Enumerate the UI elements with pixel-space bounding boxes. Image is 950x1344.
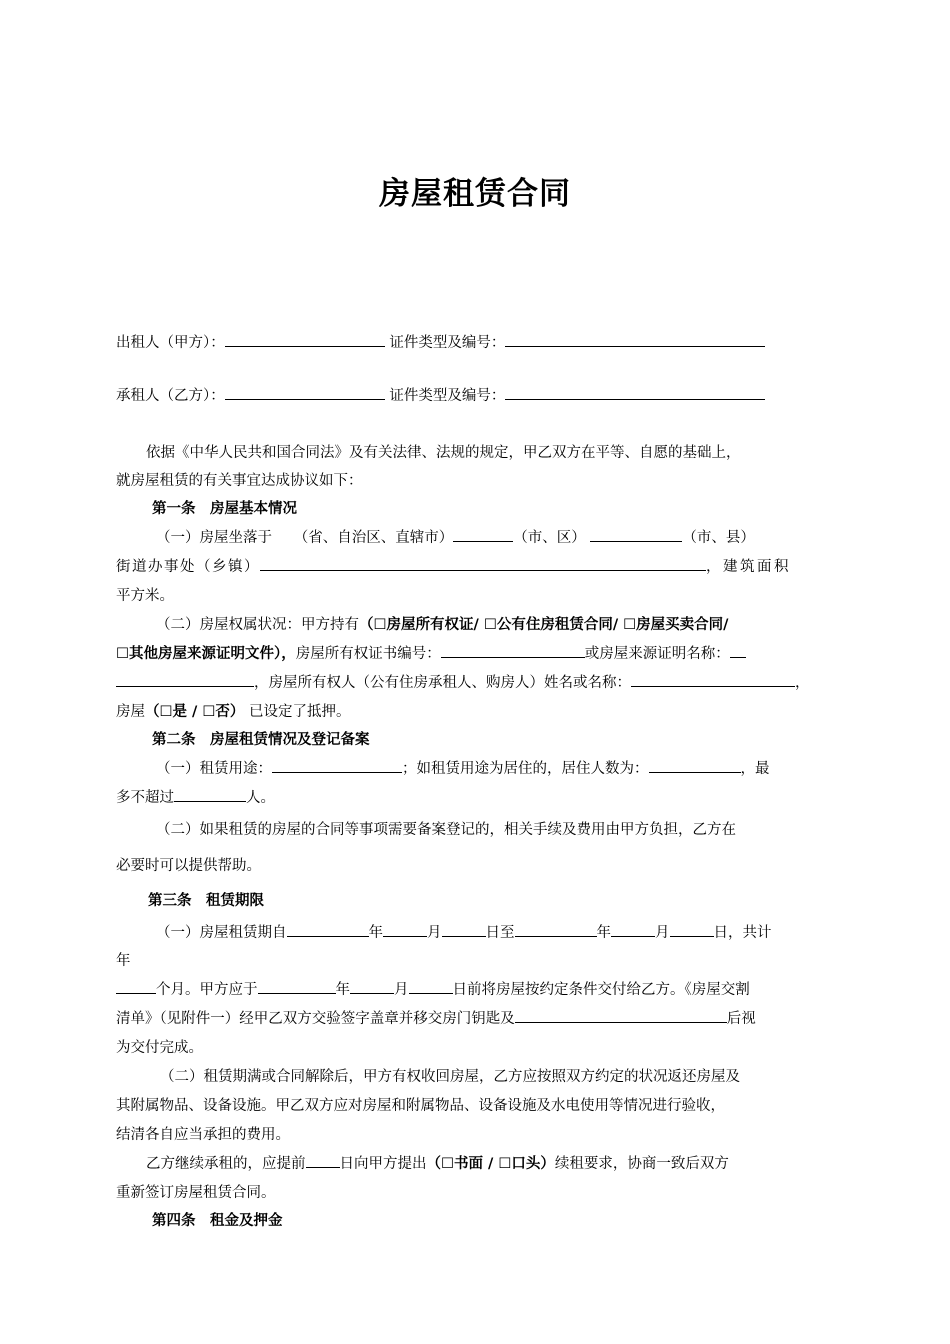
term-months-blank[interactable]	[116, 980, 156, 994]
city-district-label: （市、区）	[513, 530, 586, 546]
month-label: 月	[394, 982, 409, 998]
art3-term-line-2: 年	[116, 953, 131, 969]
art3-term-line-1	[156, 923, 836, 943]
start-month-blank[interactable]	[383, 923, 427, 937]
art1-mortgage-line	[116, 702, 834, 722]
comma: ，	[795, 675, 810, 691]
renewal-days-blank[interactable]	[306, 1154, 340, 1168]
handover-list-text: 清单》（见附件一）经甲乙双方交验签字盖章并移交房门钥匙及	[116, 1011, 515, 1027]
year-label: 年	[596, 925, 611, 941]
lessor-line	[116, 333, 834, 353]
source-proof-label: 或房屋来源证明名称：	[584, 646, 730, 662]
month-label: 月	[427, 925, 442, 941]
art2-usage-line-2	[116, 788, 834, 808]
usage-blank[interactable]	[272, 759, 402, 773]
end-year-blank[interactable]	[515, 923, 597, 937]
ownership-options-b[interactable]: ☐其他房屋来源证明文件），	[116, 646, 296, 662]
renewal-form-options[interactable]: （☐书面 / ☐口头）	[426, 1156, 555, 1172]
lessee-label: 承租人（乙方）：	[116, 388, 225, 404]
art3-return-line-3: 结清各自应当承担的费用。	[116, 1127, 290, 1143]
art2-registration-line-2: 必要时可以提供帮助。	[116, 858, 261, 874]
art1-area-unit: 平方米。	[116, 588, 174, 604]
art1-location-line-2	[116, 557, 834, 577]
start-year-blank[interactable]	[287, 923, 369, 937]
mortgage-text: 已设定了抵押。	[249, 704, 351, 720]
art1-location-line-1	[156, 528, 836, 548]
end-day-blank[interactable]	[670, 923, 714, 937]
lessor-id-label: 证件类型及编号：	[389, 335, 506, 351]
delivery-day-blank[interactable]	[409, 980, 453, 994]
house-label: 房屋	[116, 704, 145, 720]
residents-blank[interactable]	[649, 759, 741, 773]
delivery-month-blank[interactable]	[350, 980, 394, 994]
lessee-name-blank[interactable]	[225, 386, 385, 400]
term-from-label: （一）房屋租赁期自	[156, 925, 287, 941]
art2-usage-line-1	[156, 759, 836, 779]
intro-line-1: 依据《中华人民共和国合同法》及有关法律、法规的规定，甲乙双方在平等、自愿的基础上，	[146, 445, 741, 461]
street-office-blank[interactable]	[260, 557, 706, 571]
document-title: 房屋租赁合同	[379, 176, 571, 212]
article-3-heading: 第三条 租赁期限	[148, 893, 264, 909]
owner-name-blank[interactable]	[631, 673, 795, 687]
day-to-label: 日至	[485, 925, 515, 941]
source-proof-blank-b[interactable]	[116, 673, 254, 687]
art3-term-line-3	[116, 980, 834, 1000]
art1-ownership-line-3	[116, 673, 834, 693]
residents-label: ；如租赁用途为居住的，居住人数为：	[402, 761, 649, 777]
floor-area-label: ，建筑面积	[706, 559, 791, 575]
ownership-label: （二）房屋权属状况：甲方持有	[156, 617, 359, 633]
art3-term-line-4	[116, 1009, 834, 1029]
end-month-blank[interactable]	[611, 923, 655, 937]
renewal-text: 续租要求，协商一致后双方	[554, 1156, 729, 1172]
art3-return-line-2: 其附属物品、设备设施。甲乙双方应对房屋和附属物品、设备设施及水电使用等情况进行验收，	[116, 1098, 725, 1114]
lessee-id-blank[interactable]	[505, 386, 765, 400]
intro-line-2: 就房屋租赁的有关事宜达成协议如下：	[116, 473, 363, 489]
art3-renewal-line-1	[146, 1154, 836, 1174]
city-district-blank[interactable]	[453, 528, 513, 542]
year-label: 年	[335, 982, 350, 998]
art3-term-line-5: 为交付完成。	[116, 1040, 203, 1056]
renewal-to-label: 日向甲方提出	[339, 1156, 427, 1172]
county-blank[interactable]	[590, 528, 682, 542]
year-label: 年	[368, 925, 383, 941]
certificate-number-label: 房屋所有权证书编号：	[295, 646, 441, 662]
delivery-year-blank[interactable]	[258, 980, 336, 994]
art3-renewal-line-2: 重新签订房屋租赁合同。	[116, 1185, 276, 1201]
keys-and-blank[interactable]	[515, 1009, 727, 1023]
start-day-blank[interactable]	[442, 923, 486, 937]
lessee-id-label: 证件类型及编号：	[389, 388, 506, 404]
art1-ownership-line-2	[116, 644, 834, 664]
deemed-label: 后视	[726, 1011, 756, 1027]
art1-ownership-line-1	[156, 615, 836, 635]
art1-location-text: （一）房屋坐落于 （省、自治区、直辖市）	[156, 530, 454, 546]
renewal-notice-label: 乙方继续承租的，应提前	[146, 1156, 306, 1172]
article-4-heading: 第四条 租金及押金	[152, 1213, 283, 1229]
county-label: （市、县）	[682, 530, 755, 546]
delivery-label: 个月。甲方应于	[156, 982, 258, 998]
max-residents-blank[interactable]	[174, 788, 246, 802]
source-proof-blank-a[interactable]	[730, 644, 746, 658]
max-residents-label: 多不超过	[116, 790, 174, 806]
persons-unit: 人。	[246, 790, 275, 806]
ownership-options-a[interactable]: （☐房屋所有权证/ ☐公有住房租赁合同/ ☐房屋买卖合同/	[359, 617, 729, 633]
article-1-heading: 第一条 房屋基本情况	[152, 501, 297, 517]
certificate-number-blank[interactable]	[441, 644, 585, 658]
owner-name-label: ，房屋所有权人（公有住房承租人、购房人）姓名或名称：	[254, 675, 631, 691]
day-total-label: 日，共计	[713, 925, 772, 941]
month-label: 月	[655, 925, 670, 941]
lessor-id-blank[interactable]	[505, 333, 765, 347]
mortgage-options[interactable]: （☐是 / ☐否）	[145, 704, 245, 720]
delivery-text: 日前将房屋按约定条件交付给乙方。《房屋交割	[452, 982, 750, 998]
lessee-line	[116, 386, 834, 406]
lessor-name-blank[interactable]	[225, 333, 385, 347]
usage-label: （一）租赁用途：	[156, 761, 272, 777]
article-2-heading: 第二条 房屋租赁情况及登记备案	[152, 732, 370, 748]
street-office-label: 街道办事处（乡镇）	[116, 559, 260, 575]
art2-registration-line-1: （二）如果租赁的房屋的合同等事项需要备案登记的，相关手续及费用由甲方负担，乙方在	[156, 822, 736, 838]
max-label: ，最	[740, 761, 770, 777]
art3-return-line-1: （二）租赁期满或合同解除后，甲方有权收回房屋，乙方应按照双方约定的状况返还房屋及	[160, 1069, 740, 1085]
lessor-label: 出租人（甲方）：	[116, 335, 225, 351]
